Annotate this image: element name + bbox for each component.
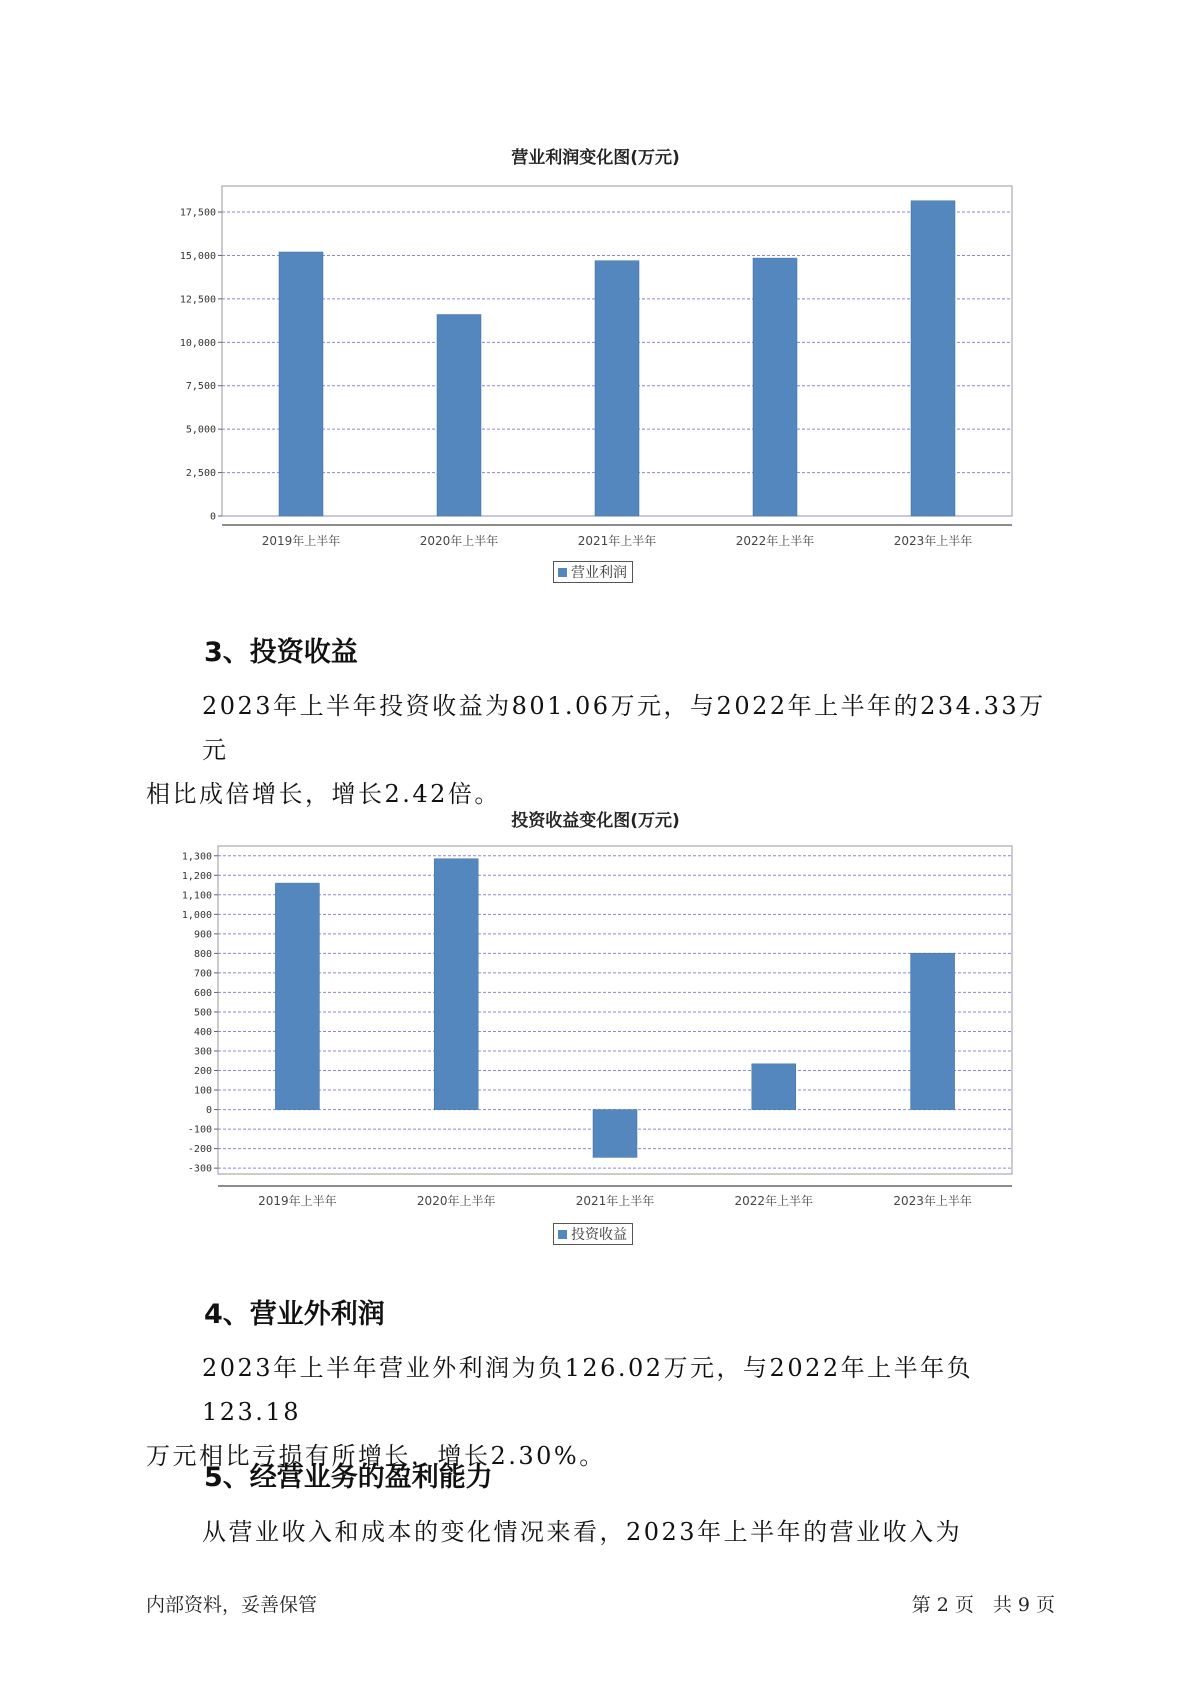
- y-tick-label: 100: [193, 1085, 212, 1097]
- section4-heading: 4、营业外利润: [204, 1299, 385, 1330]
- section3-line2: 相比成倍增长，增长2.42倍。: [146, 780, 501, 808]
- y-tick-label: 15,000: [179, 250, 216, 262]
- x-category-label: 2020年上半年: [419, 534, 499, 548]
- x-category-label: 2021年上半年: [577, 534, 657, 548]
- y-tick-label: 12,500: [179, 294, 216, 306]
- bar: [593, 1110, 637, 1158]
- y-tick-label: 1,000: [181, 909, 212, 921]
- operating-profit-chart: [0, 180, 1191, 560]
- chart2-legend-label: 投资收益: [571, 1227, 627, 1243]
- x-category-label: 2022年上半年: [734, 1194, 814, 1208]
- y-tick-label: 1,200: [181, 870, 212, 882]
- chart2-title: 投资收益变化图(万元): [511, 811, 680, 831]
- y-tick-label: 2,500: [185, 468, 216, 480]
- legend-swatch-icon: [558, 1230, 567, 1239]
- bar: [275, 883, 319, 1109]
- chart1-title: 营业利润变化图(万元): [511, 148, 680, 168]
- y-tick-label: 0: [205, 1105, 212, 1117]
- bar: [752, 1064, 796, 1110]
- x-category-label: 2022年上半年: [735, 534, 815, 548]
- y-tick-label: 200: [193, 1066, 212, 1078]
- bar: [279, 252, 323, 516]
- bar: [911, 953, 955, 1109]
- bar: [753, 258, 797, 516]
- section4-line2: 万元相比亏损有所增长，增长2.30%。: [146, 1442, 606, 1470]
- section5-line1: 从营业收入和成本的变化情况来看，2023年上半年的营业收入为: [202, 1518, 963, 1546]
- footer-page-number: 第 2 页 共 9 页: [911, 1594, 1055, 1616]
- legend-swatch-icon: [558, 568, 567, 577]
- y-tick-label: 600: [193, 987, 212, 999]
- y-tick-label: 400: [193, 1026, 212, 1038]
- bar: [434, 859, 478, 1110]
- x-category-label: 2023年上半年: [893, 1194, 972, 1208]
- y-tick-label: 10,000: [179, 337, 216, 349]
- section5-paragraph: [146, 1510, 1051, 1554]
- bar: [911, 201, 955, 516]
- section5-heading: 5、经营业务的盈利能力: [204, 1462, 493, 1493]
- y-tick-label: -300: [187, 1163, 212, 1175]
- y-tick-label: 900: [193, 929, 212, 941]
- y-tick-label: -200: [187, 1144, 212, 1156]
- y-tick-label: 500: [193, 1007, 212, 1019]
- y-tick-label: 700: [193, 968, 212, 980]
- y-tick-label: 1,100: [181, 890, 212, 902]
- bar: [595, 261, 639, 516]
- x-category-label: 2021年上半年: [575, 1194, 655, 1208]
- x-category-label: 2023年上半年: [893, 534, 973, 548]
- y-tick-label: 0: [209, 511, 216, 523]
- x-category-label: 2020年上半年: [416, 1194, 496, 1208]
- y-tick-label: 300: [193, 1046, 212, 1058]
- chart1-legend-label: 营业利润: [571, 565, 627, 581]
- section3-heading: 3、投资收益: [204, 637, 358, 668]
- chart1-legend: [553, 561, 633, 583]
- y-tick-label: 7,500: [185, 381, 216, 393]
- x-category-label: 2019年上半年: [258, 1194, 337, 1208]
- investment-income-chart: [0, 840, 1191, 1220]
- x-category-label: 2019年上半年: [261, 534, 341, 548]
- y-tick-label: 17,500: [179, 207, 216, 219]
- y-tick-label: 800: [193, 948, 212, 960]
- section3-paragraph: [146, 684, 1051, 816]
- y-tick-label: 5,000: [185, 424, 216, 436]
- y-tick-label: -100: [187, 1124, 212, 1136]
- bar: [437, 315, 481, 516]
- footer-left: 内部资料，妥善保管: [146, 1594, 318, 1616]
- chart2-legend: [553, 1223, 633, 1245]
- section3-line1: 2023年上半年投资收益为801.06万元，与2022年上半年的234.33万元: [202, 692, 1046, 764]
- y-tick-label: 1,300: [181, 851, 212, 863]
- section4-line1: 2023年上半年营业外利润为负126.02万元，与2022年上半年负123.18: [202, 1354, 974, 1426]
